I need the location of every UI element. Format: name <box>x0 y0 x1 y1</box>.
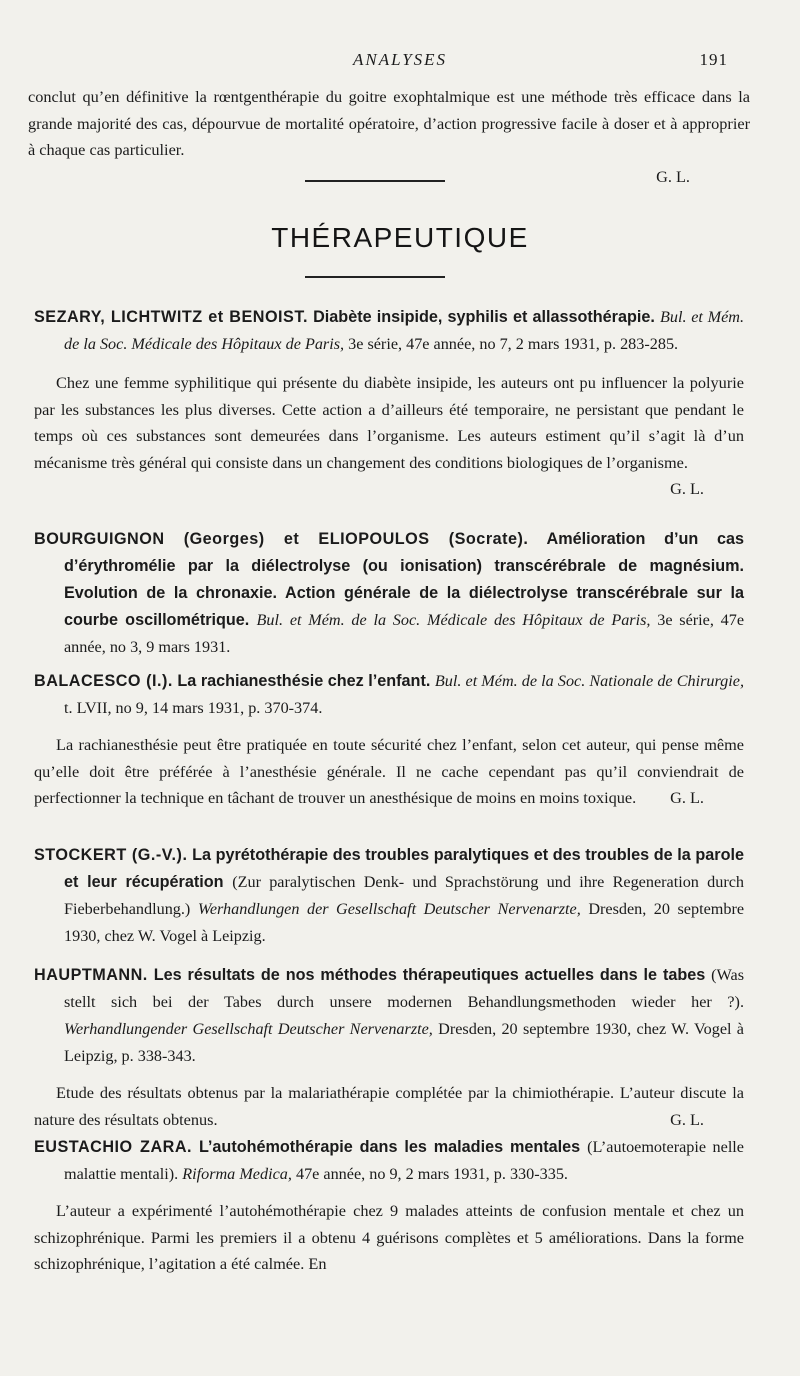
entry-authors: HAUPTMANN. <box>34 966 148 984</box>
entry-summary-text: La rachianesthésie peut être pratiquée en toute sécurité chez l’enfant, selon cet auteur, qui pense même qu’elle doit être préférée à l’anesthésie générale. Il ne cache cependant pas qu’il conviendrait de perfectionner la technique en tâchant de trouver un anesthésique de moins en moins toxique. <box>34 735 744 807</box>
entry-source-details: 47e année, no 9, 2 mars 1931, p. 330-335. <box>295 1165 568 1183</box>
entry-authors: BALACESCO (I.). <box>34 672 173 690</box>
entry-title: Diabète insipide, syphilis et allassothérapie. <box>313 308 655 326</box>
entry-summary-text: L’auteur a expérimenté l’autohémothérapie chez 9 malades atteints de confusion mentale et chez un schizophrénique. Parmi les premiers il a obtenu 4 guérisons complètes et 5 améliorations. Dans la forme schizophrénique, l’agitation a été calmée. En <box>34 1201 744 1273</box>
abstract-entry <box>34 842 744 950</box>
running-head: ANALYSES <box>352 50 448 69</box>
entry-summary-text: Etude des résultats obtenus par la malariathérapie complétée par la chimiothérapie. L’auteur discute la nature des résultats obtenus. <box>34 1083 744 1129</box>
entry-signature: G. L. <box>670 788 704 807</box>
abstract-entry <box>34 304 744 503</box>
entry-original-title: (Zur paralytischen Denk- und Sprachstörung und ihre Regeneration durch Fieberbehandlung.) <box>64 873 744 918</box>
entry-journal: Riforma Medica, <box>182 1165 292 1183</box>
entry-source-details: Dresden, 20 septembre 1930, chez W. Vogel à Leipzig, p. 338-343. <box>64 1020 744 1065</box>
intro-paragraph <box>28 84 750 190</box>
entry-authors: EUSTACHIO ZARA. <box>34 1138 193 1156</box>
entry-journal: Bul. et Mém. de la Soc. Nationale de Chirurgie, <box>434 672 744 690</box>
abstract-entry <box>34 526 744 661</box>
entry-source-details: Dresden, 20 septembre 1930, chez W. Vogel à Leipzig. <box>64 900 745 945</box>
entry-original-title: (L’autoemoterapie nelle malattie mentali). <box>64 1138 744 1183</box>
entry-heading <box>34 842 744 950</box>
section-title: THÉRAPEUTIQUE <box>271 222 529 253</box>
entry-summary <box>34 732 744 812</box>
entry-journal: Werhandlungender Gesellschaft Deutscher Nervenarzte, <box>64 1020 433 1038</box>
entry-summary <box>34 1198 744 1278</box>
page-number: 191 <box>699 50 728 69</box>
entry-heading <box>34 668 744 722</box>
entry-source-details: 3e série, 47e année, no 3, 9 mars 1931. <box>64 611 745 656</box>
entry-source-details: t. LVII, no 9, 14 mars 1931, p. 370-374. <box>64 699 323 717</box>
intro-text: conclut qu’en définitive la rœntgenthérapie du goitre exophtalmique est une méthode très efficace dans la grande majorité des cas, dépourvue de mortalité opératoire, d’action progressive facile à doser et à approprier à chaque cas particulier. <box>28 87 750 159</box>
abstract-entry <box>34 962 744 1133</box>
entry-title: La pyrétothérapie des troubles paralytiques et des troubles de la parole et leur récupération <box>64 846 744 891</box>
abstract-entry <box>34 668 744 812</box>
entry-authors: SEZARY, LICHTWITZ et BENOIST. <box>34 308 308 326</box>
entry-summary-text: Chez une femme syphilitique qui présente du diabète insipide, les auteurs ont pu influencer la polyurie par les substances les plus diverses. Cette action a d’ailleurs été temporaire, ne persistant que pendant le temps où ces substances sont demeurées dans l’organisme. Les auteurs estiment qu’il s’agit là d’un mécanisme très général qui consiste dans un changement des conditions biologiques de l’organisme. <box>34 373 744 472</box>
abstract-entry <box>34 1134 744 1278</box>
entry-heading <box>34 1134 744 1188</box>
entry-heading <box>34 526 744 661</box>
page-header <box>0 50 800 74</box>
entry-heading <box>34 304 744 358</box>
intro-signature: G. L. <box>656 166 690 186</box>
entry-journal: Bul. et Mém. de la Soc. Médicale des Hôpitaux de Paris, <box>64 308 745 353</box>
entry-signature: G. L. <box>670 1109 704 1129</box>
entry-source-details: 3e série, 47e année, no 7, 2 mars 1931, p. 283-285. <box>348 335 679 353</box>
entry-title: Les résultats de nos méthodes thérapeutiques actuelles dans le tabes <box>153 966 706 984</box>
entry-signature: G. L. <box>670 479 704 498</box>
entry-journal: Bul. et Mém. de la Soc. Médicale des Hôpitaux de Paris, <box>256 611 651 629</box>
divider-bottom <box>305 276 445 278</box>
entry-title: L’autohémothérapie dans les maladies mentales <box>198 1138 581 1156</box>
entry-authors: BOURGUIGNON (Georges) et ELIOPOULOS (Socrate). <box>34 530 529 548</box>
entry-journal: Werhandlungen der Gesellschaft Deutscher Nervenarzte, <box>197 900 581 918</box>
entry-title: Amélioration d’un cas d’érythromélie par la diélectrolyse (ou ionisation) transcérébrale de magnésium. Evolution de la chronaxie. Action générale de la diélectrolyse transcérébrale sur la courbe oscillométrique. <box>64 530 744 629</box>
entry-summary <box>34 1080 744 1133</box>
entry-original-title: (Was stellt sich bei der Tabes durch unsere modernen Behandlungsmethoden wieder her ?). <box>64 966 744 1011</box>
entry-authors: STOCKERT (G.-V.). <box>34 846 188 864</box>
entry-summary <box>34 370 744 498</box>
divider-top <box>305 180 445 182</box>
entry-title: La rachianesthésie chez l’enfant. <box>177 672 431 690</box>
entry-heading <box>34 962 744 1070</box>
